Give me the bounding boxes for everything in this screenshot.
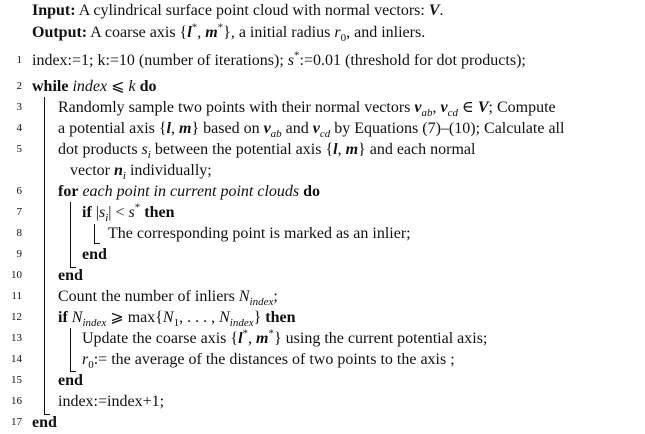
algo-line-3: 3 Randomly sample two points with their normal vectors $v_{ab}$, $v_{cd}$ ∈ V; Compute — [0, 97, 645, 118]
algo-line-6: 6 for each point in current point clouds do — [0, 181, 645, 202]
output-label: Output: — [32, 24, 88, 41]
line-number: 14 — [11, 353, 22, 365]
keyword-end: end — [32, 414, 57, 431]
line-number: 15 — [11, 374, 22, 386]
algo-line-2: 2 while index ⩽ k do — [0, 76, 645, 97]
keyword-then: then — [144, 204, 175, 221]
line-number: 1 — [16, 54, 22, 66]
algo-line-12: 12 if $N_{index}$ ⩾ $\max\{N_1$, . . . , $N_{index}$} then — [0, 307, 645, 328]
algo-line-4: 4 a potential axis {l, m} based on $v_{ab}$ and $v_{cd}$ by Equations (7)–(10); Calculate all — [0, 118, 645, 139]
line-number: 10 — [11, 269, 22, 281]
line-number: 11 — [11, 290, 22, 302]
algo-line-11: 11 Count the number of inliers $N_{index}$; — [0, 286, 645, 307]
algo-line-8: 8 The corresponding point is marked as an inlier; — [0, 223, 645, 244]
line-number: 13 — [11, 332, 22, 344]
line-number: 12 — [11, 311, 22, 323]
keyword-do: do — [303, 183, 321, 200]
algo-line-7: 7 if $|s_i| < s^*$ then — [0, 202, 645, 223]
algo-line-1: 1 index:=1; k:=10 (number of iterations); s*:=0.01 (threshold for dot products); — [0, 50, 645, 71]
line-number: 4 — [16, 122, 22, 134]
keyword-if: if — [82, 204, 92, 221]
algo-line-14: 14 $r_0:=$ the average of the distances of two points to the axis ; — [0, 349, 645, 370]
algo-line-15 — [0, 370, 645, 391]
algo-line-16: 16 index:=index+1; — [0, 391, 645, 412]
line-number: 7 — [16, 206, 22, 218]
line-number: 9 — [16, 248, 22, 260]
algo-line-13: 13 Update the coarse axis {l*, m*} using the current potential axis; — [0, 328, 645, 349]
algo-line-10 — [0, 265, 645, 286]
algo-line-5-continued: vector $n_i$ individually; — [70, 162, 212, 183]
input-line: Input: A cylindrical surface point cloud with normal vectors: V. — [32, 2, 444, 19]
keyword-then: then — [265, 309, 296, 326]
input-text: A cylindrical surface point cloud with normal vectors: — [78, 2, 429, 19]
keyword-if: if — [58, 309, 68, 326]
line-number: 5 — [16, 143, 22, 155]
algo-line-17 — [0, 412, 645, 433]
keyword-while: while — [32, 78, 69, 95]
line-number: 2 — [16, 80, 22, 92]
keyword-end: end — [58, 267, 83, 284]
keyword-end: end — [58, 372, 83, 389]
algo-line-9 — [0, 244, 645, 265]
line-number: 8 — [16, 227, 22, 239]
algo-line-5: 5 dot products $s_i$ between the potential axis {l, m} and each normal — [0, 139, 645, 160]
keyword-end: end — [82, 246, 107, 263]
input-label: Input: — [32, 2, 76, 19]
output-line: Output: A coarse axis {l*, m*}, a initial radius $r_0$, and inliers. — [32, 21, 426, 45]
line-number: 3 — [16, 101, 22, 113]
line-number: 6 — [16, 185, 22, 197]
keyword-do: do — [139, 78, 157, 95]
line-number: 17 — [11, 416, 22, 428]
line-number: 16 — [11, 395, 22, 407]
keyword-for: for — [58, 183, 79, 200]
